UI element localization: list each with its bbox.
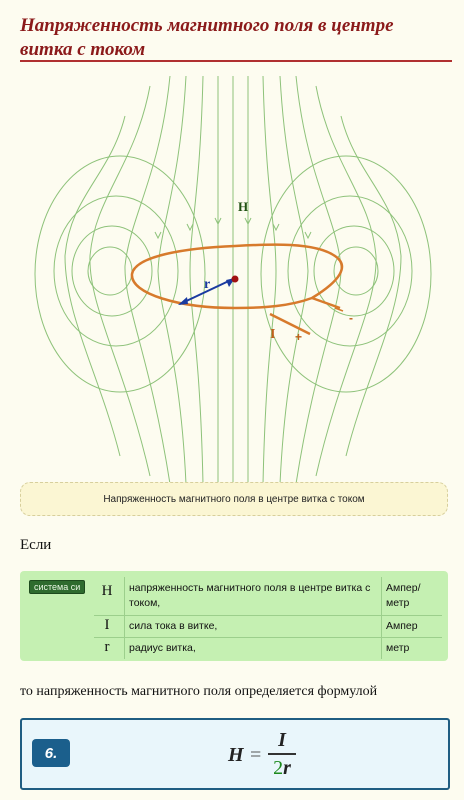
field-line — [158, 76, 186, 484]
variable-row — [94, 637, 442, 659]
label-minus: - — [349, 311, 353, 325]
label-plus: + — [295, 330, 303, 344]
variable-row — [94, 577, 442, 616]
field-line-loop — [35, 156, 205, 392]
unit-system-badge: система си — [29, 580, 85, 594]
label-H: H — [238, 199, 249, 214]
center-dot — [232, 276, 239, 283]
formula-denominator — [268, 756, 296, 780]
field-line-loop — [261, 156, 431, 392]
figure-caption: Напряженность магнитного поля в центре витка с током — [20, 482, 448, 516]
field-line — [190, 76, 203, 484]
label-I: I — [270, 327, 276, 342]
fraction-bar — [268, 753, 296, 755]
variable-row — [94, 615, 442, 638]
variable-unit: метр — [386, 642, 410, 654]
variable-unit: Ампер/ метр — [386, 582, 421, 609]
variables-table — [20, 571, 448, 661]
variable-symbol: I — [104, 617, 110, 633]
field-line — [90, 86, 150, 476]
variable-unit: Ампер — [386, 620, 418, 632]
formula-numerator: I — [278, 729, 286, 751]
formula-box — [20, 718, 450, 790]
field-arrow — [305, 232, 311, 238]
variable-description: радиус витка, — [124, 637, 382, 659]
formula-number: 6. — [32, 739, 70, 767]
label-r: r — [204, 277, 211, 292]
formula-denominator-coeff: 2 — [273, 756, 284, 779]
formula-fraction — [268, 728, 296, 780]
field-line — [316, 86, 376, 476]
formula-denominator-var: r — [283, 756, 291, 779]
field-arrow — [155, 232, 161, 238]
coil-lead-plus — [270, 314, 310, 334]
variable-description: сила тока в витке, — [124, 615, 382, 637]
variable-symbol: r — [104, 639, 110, 655]
field-line — [280, 76, 308, 484]
page-title: Напряженность магнитного поля в центре витка с током — [20, 15, 394, 60]
conditions-intro: Если — [20, 537, 52, 553]
formula-lead: то напряженность магнитного поля определяется формулой — [20, 684, 378, 699]
title-divider — [20, 60, 452, 62]
field-line-loop — [54, 196, 178, 346]
formula-equals: = — [250, 744, 262, 766]
variable-description: напряженность магнитного поля в центре витка с током, — [124, 577, 382, 615]
formula-lhs: H — [228, 744, 244, 766]
variable-symbol: H — [101, 583, 113, 599]
radius-arrowhead — [178, 297, 188, 305]
field-line — [263, 76, 276, 484]
field-line-loop — [72, 226, 152, 316]
magnetic-field-figure — [20, 76, 450, 484]
